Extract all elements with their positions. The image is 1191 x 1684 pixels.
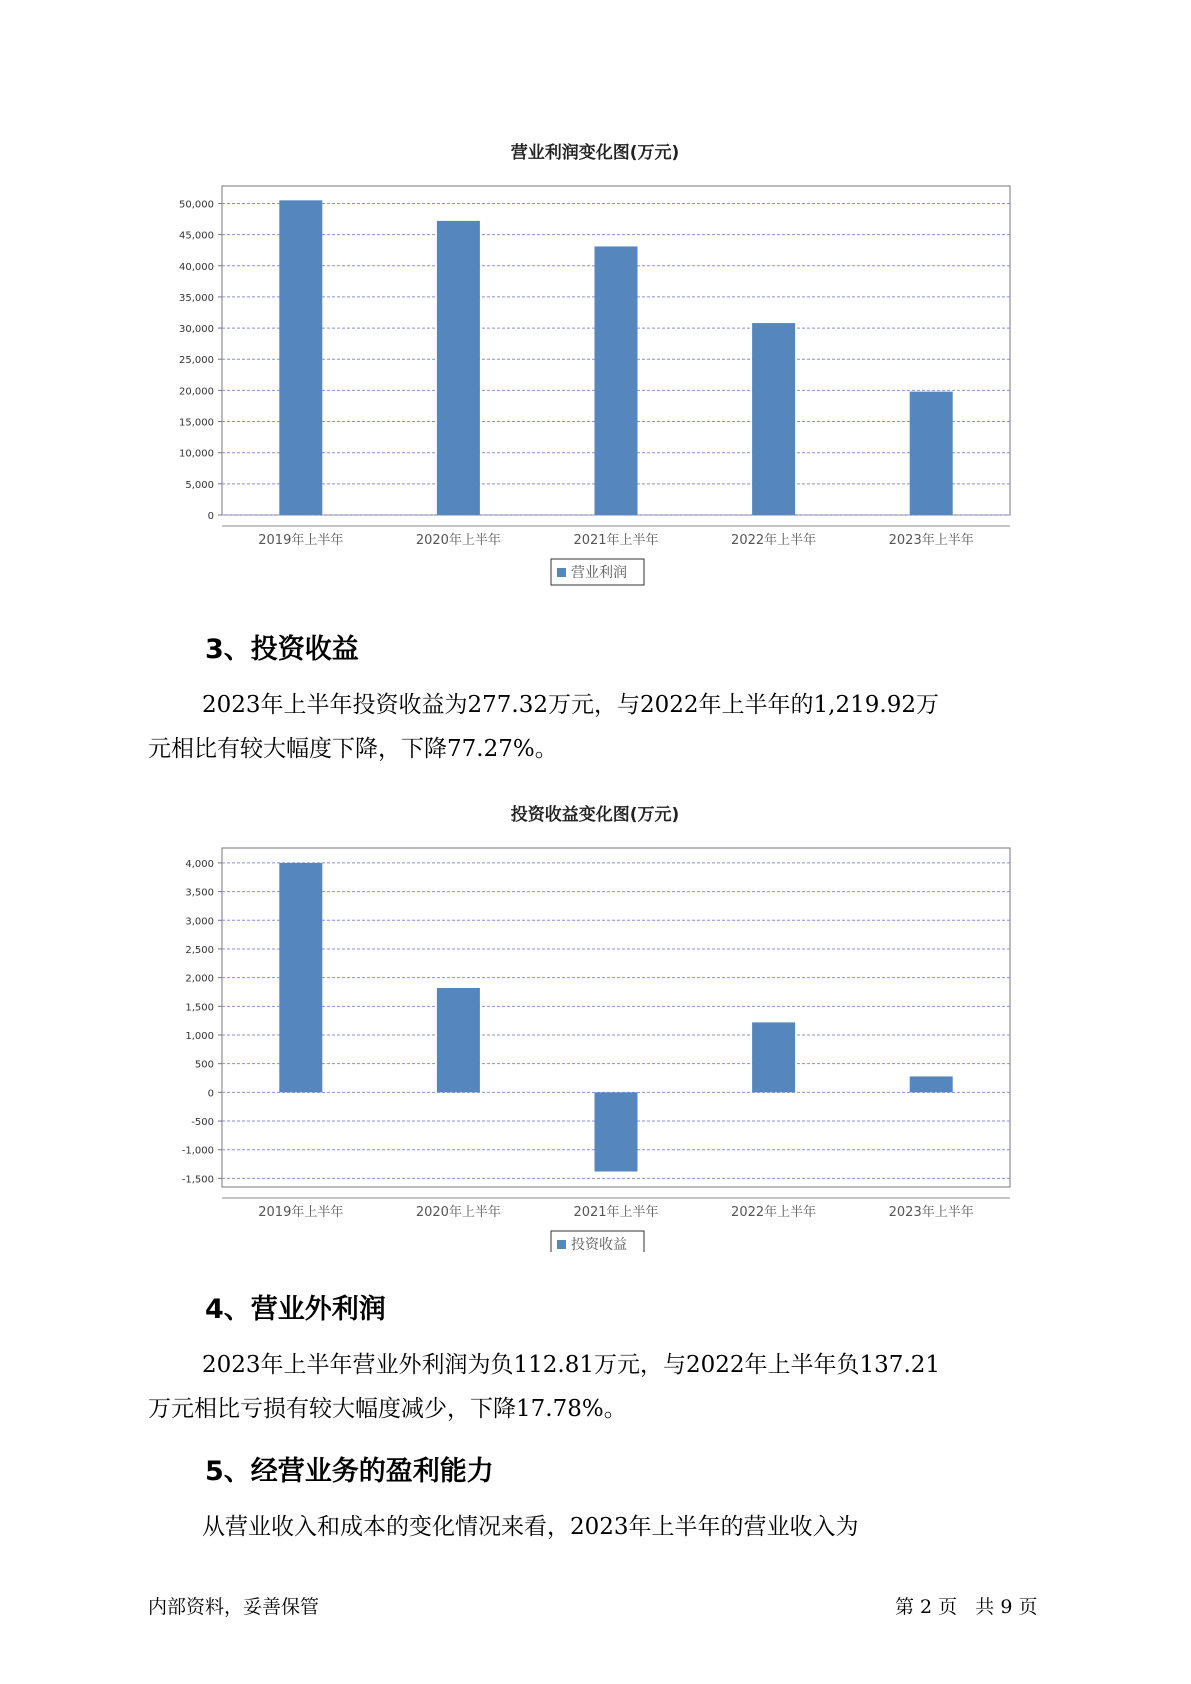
bar <box>752 323 795 515</box>
paragraph-investment-income <box>148 683 1048 771</box>
y-tick-label: 35,000 <box>179 292 214 304</box>
operating-profit-chart <box>0 130 1191 590</box>
y-tick-label: 1,500 <box>185 1002 214 1014</box>
paragraph-line: 2023年上半年营业外利润为负112.81万元，与2022年上半年负137.21 <box>202 1352 941 1378</box>
x-tick-label: 2020年上半年 <box>415 533 501 548</box>
paragraph-non-operating-profit <box>148 1343 1048 1431</box>
bar <box>279 200 322 515</box>
x-tick-label: 2023年上半年 <box>888 1205 974 1220</box>
bar <box>752 1022 795 1092</box>
paragraph-line: 从营业收入和成本的变化情况来看，2023年上半年的营业收入为 <box>202 1514 859 1540</box>
y-tick-label: 50,000 <box>179 199 214 211</box>
y-tick-label: 20,000 <box>179 386 214 398</box>
legend-swatch <box>557 1240 566 1249</box>
y-tick-label: 3,500 <box>185 887 214 899</box>
legend-label: 投资收益 <box>571 1237 627 1252</box>
y-tick-label: -500 <box>191 1117 214 1129</box>
x-tick-label: 2019年上半年 <box>258 1205 344 1220</box>
x-tick-label: 2021年上半年 <box>573 1205 659 1220</box>
bar <box>595 246 638 515</box>
y-tick-label: 25,000 <box>179 355 214 367</box>
y-tick-label: 40,000 <box>179 261 214 273</box>
x-tick-label: 2022年上半年 <box>731 533 817 548</box>
chart-title: 投资收益变化图(万元) <box>510 805 680 825</box>
y-tick-label: 30,000 <box>179 324 214 336</box>
bar <box>437 221 480 515</box>
y-tick-label: 0 <box>207 511 214 522</box>
y-tick-label: 500 <box>194 1059 214 1071</box>
y-tick-label: 0 <box>207 1088 214 1100</box>
y-tick-label: 3,000 <box>185 916 214 928</box>
bar <box>595 1092 638 1171</box>
paragraph-line: 万元相比亏损有较大幅度减少，下降17.78%。 <box>148 1396 627 1422</box>
bar <box>279 863 322 1092</box>
investment-income-chart <box>0 792 1191 1252</box>
y-tick-label: 2,000 <box>185 973 214 985</box>
y-tick-label: 5,000 <box>185 479 214 491</box>
x-tick-label: 2019年上半年 <box>258 533 344 548</box>
section-heading-non-operating-profit: 4、营业外利润 <box>205 1294 386 1325</box>
y-tick-label: -1,500 <box>181 1174 214 1186</box>
y-tick-label: 10,000 <box>179 448 214 460</box>
paragraph-line: 2023年上半年投资收益为277.32万元，与2022年上半年的1,219.92万 <box>202 692 939 718</box>
x-tick-label: 2022年上半年 <box>731 1205 817 1220</box>
legend-label: 营业利润 <box>571 565 627 581</box>
bar <box>910 1076 953 1092</box>
y-tick-label: -1,000 <box>181 1145 214 1157</box>
footer-page-number: 第 2 页 共 9 页 <box>895 1596 1038 1618</box>
operating-profit-chart-svg <box>0 130 1191 590</box>
x-tick-label: 2023年上半年 <box>888 533 974 548</box>
legend-swatch <box>557 568 566 577</box>
x-tick-label: 2021年上半年 <box>573 533 659 548</box>
paragraph-profitability <box>148 1505 1048 1549</box>
section-heading-profitability: 5、经营业务的盈利能力 <box>205 1456 494 1487</box>
bar <box>437 988 480 1092</box>
chart-title: 营业利润变化图(万元) <box>510 143 680 163</box>
y-tick-label: 45,000 <box>179 230 214 242</box>
y-tick-label: 4,000 <box>185 858 214 870</box>
y-tick-label: 1,000 <box>185 1030 214 1042</box>
footer-confidential-note: 内部资料，妥善保管 <box>148 1596 320 1618</box>
paragraph-line: 元相比有较大幅度下降，下降77.27%。 <box>148 736 558 762</box>
section-heading-investment-income: 3、投资收益 <box>205 634 359 665</box>
y-tick-label: 2,500 <box>185 944 214 956</box>
x-tick-label: 2020年上半年 <box>415 1205 501 1220</box>
y-tick-label: 15,000 <box>179 417 214 429</box>
bar <box>910 392 953 515</box>
investment-income-chart-svg <box>0 792 1191 1252</box>
